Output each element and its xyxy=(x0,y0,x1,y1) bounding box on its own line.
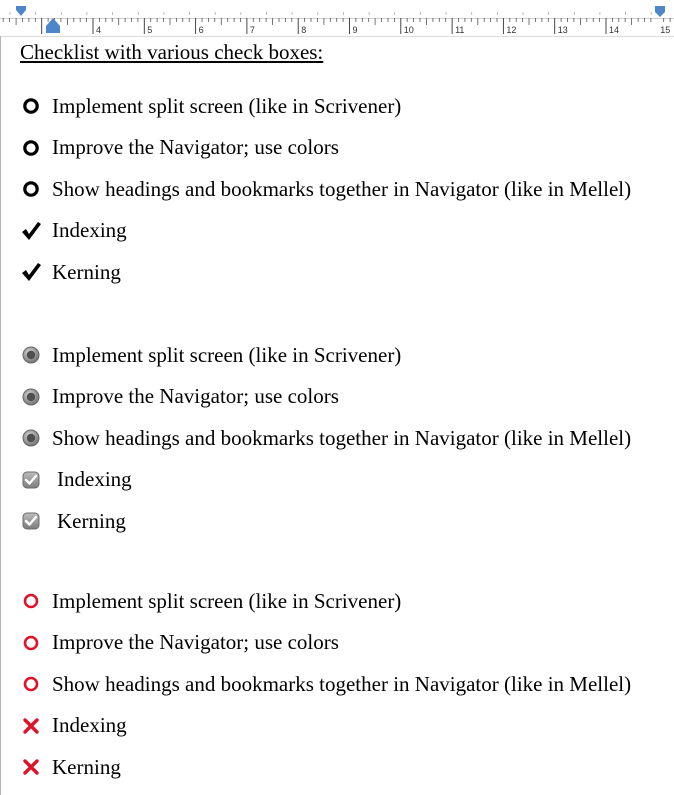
page-left-edge xyxy=(0,36,1,795)
checkmark-icon[interactable] xyxy=(18,259,44,285)
checklist-heading: Checklist with various check boxes: xyxy=(20,40,324,64)
checklist-item-label: Improve the Navigator; use colors xyxy=(52,630,339,654)
red-circle-icon[interactable] xyxy=(18,588,44,614)
checklist-item-label: Improve the Navigator; use colors xyxy=(52,135,339,159)
checklist-item xyxy=(18,507,126,535)
checklist-item-label: Show headings and bookmarks together in Navigator (like in Mellel) xyxy=(52,425,632,450)
ruler-number: 6 xyxy=(198,25,204,35)
checklist-item xyxy=(18,134,339,162)
ruler[interactable] xyxy=(0,0,674,37)
checklist-item xyxy=(18,629,339,657)
ruler-number: 8 xyxy=(301,25,307,35)
open-circle-icon[interactable] xyxy=(18,135,44,161)
gray-radio-icon[interactable] xyxy=(18,384,44,410)
ruler-number: 9 xyxy=(352,25,358,35)
checklist-item xyxy=(18,753,121,781)
right-indent-marker[interactable] xyxy=(655,6,665,17)
checklist-item xyxy=(18,92,401,120)
ruler-number: 14 xyxy=(609,25,620,35)
ruler-number: 4 xyxy=(96,25,102,35)
checklist-item-label: Improve the Navigator; use colors xyxy=(52,384,339,408)
checklist-item-label: Kerning xyxy=(57,508,126,533)
checklist-item xyxy=(18,175,631,203)
checklist-item-label: Show headings and bookmarks together in Navigator (like in Mellel) xyxy=(52,176,632,201)
checklist-item-label: Indexing xyxy=(52,218,127,242)
first-line-indent-marker[interactable] xyxy=(16,6,26,16)
red-cross-icon[interactable] xyxy=(18,754,44,780)
checklist-item xyxy=(18,587,401,615)
checklist-item-label: Kerning xyxy=(52,259,121,284)
checklist-item-label: Implement split screen (like in Scrivener) xyxy=(52,93,402,118)
checklist-item xyxy=(18,670,631,698)
checklist-item xyxy=(18,383,339,411)
checklist-item-label: Implement split screen (like in Scrivener) xyxy=(52,342,402,367)
checklist-item xyxy=(18,217,127,245)
checklist-item xyxy=(18,466,132,494)
open-circle-icon[interactable] xyxy=(18,176,44,202)
ruler-number: 12 xyxy=(506,25,517,35)
ruler-number: 5 xyxy=(147,25,153,35)
red-circle-icon[interactable] xyxy=(18,671,44,697)
checklist-item xyxy=(18,341,401,369)
gray-radio-icon[interactable] xyxy=(18,425,44,451)
checklist-item-label: Implement split screen (like in Scrivener) xyxy=(52,588,402,613)
red-circle-icon[interactable] xyxy=(18,630,44,656)
open-circle-icon[interactable] xyxy=(18,93,44,119)
ruler-number: 11 xyxy=(455,25,465,35)
checklist-item xyxy=(18,258,121,286)
ruler-number: 10 xyxy=(403,25,414,35)
gray-checkbox-icon[interactable] xyxy=(18,467,44,493)
ruler-scale xyxy=(0,0,674,36)
red-cross-icon[interactable] xyxy=(18,713,44,739)
ruler-number: 13 xyxy=(557,25,568,35)
ruler-number: 15 xyxy=(660,25,671,35)
ruler-number: 7 xyxy=(249,25,255,35)
checkmark-icon[interactable] xyxy=(18,218,44,244)
checklist-item-label: Kerning xyxy=(52,754,121,779)
checklist-item-label: Show headings and bookmarks together in Navigator (like in Mellel) xyxy=(52,671,632,696)
gray-checkbox-icon[interactable] xyxy=(18,508,44,534)
checklist-item-label: Indexing xyxy=(52,713,127,737)
checklist-item xyxy=(18,424,631,452)
gray-radio-icon[interactable] xyxy=(18,342,44,368)
checklist-item xyxy=(18,712,127,740)
checklist-item-label: Indexing xyxy=(57,467,132,491)
